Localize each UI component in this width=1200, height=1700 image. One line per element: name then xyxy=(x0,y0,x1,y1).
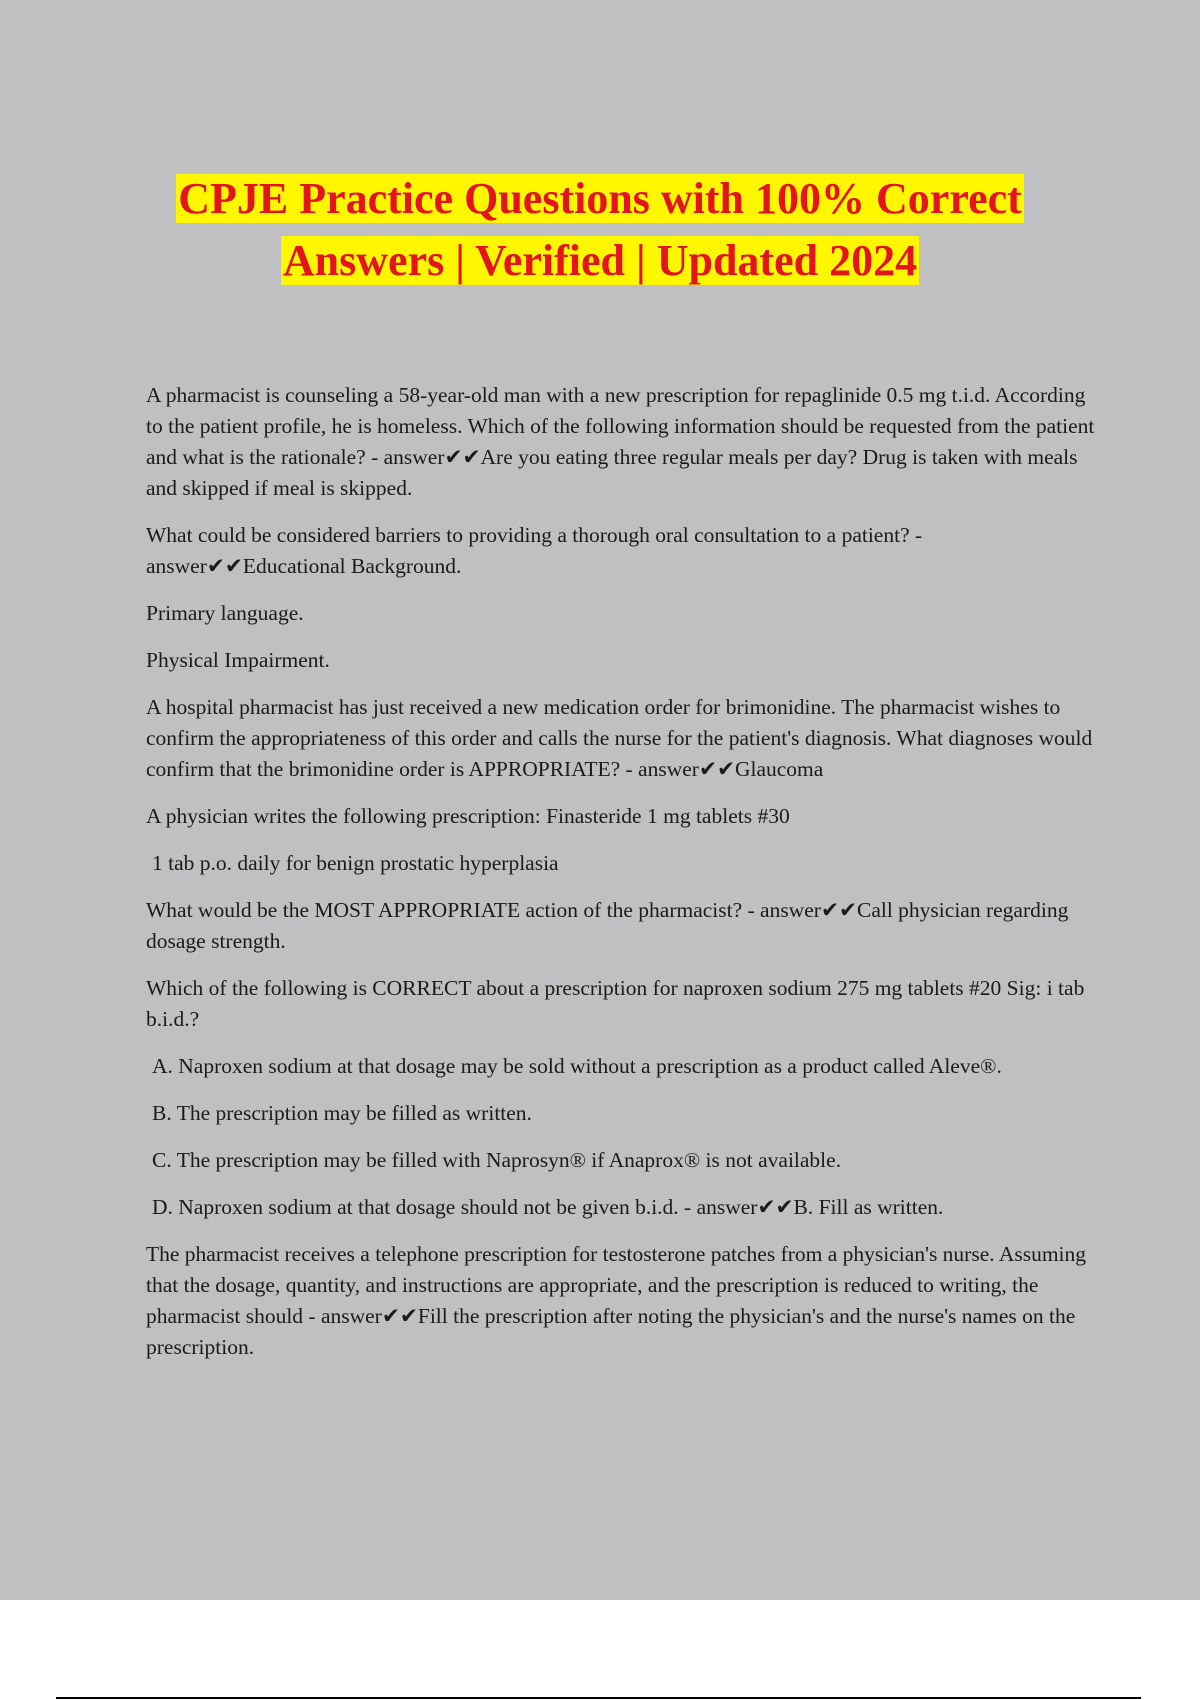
page-title xyxy=(0,168,1200,292)
option-a: A. Naproxen sodium at that dosage may be sold without a prescription as a product called Aleve®. xyxy=(152,1054,1002,1078)
option-b: B. The prescription may be filled as written. xyxy=(152,1101,532,1125)
paragraph: A physician writes the following prescription: Finasteride 1 mg tablets #30 xyxy=(146,804,790,828)
option-c: C. The prescription may be filled with Naprosyn® if Anaprox® is not available. xyxy=(152,1148,842,1172)
document-body xyxy=(146,380,1096,1379)
paragraph: What would be the MOST APPROPRIATE action of the pharmacist? - answer✔✔Call physician regarding dosage strength. xyxy=(146,898,1069,953)
paragraph: The pharmacist receives a telephone prescription for testosterone patches from a physician's nurse. Assuming that the dosage, quantity, and instructions are appropriate, and the prescription is reduced to writing, the pharmacist should - answer✔✔Fill the prescription after noting the physician's and the nurse's names on the prescription. xyxy=(146,1242,1087,1359)
paragraph: A hospital pharmacist has just received a new medication order for brimonidine. The pharmacist wishes to confirm the appropriateness of this order and calls the nurse for the patient's diagnosis. What diagnoses would confirm that the brimonidine order is APPROPRIATE? - answer✔✔Glaucoma xyxy=(146,695,1093,781)
paragraph: A pharmacist is counseling a 58-year-old man with a new prescription for repaglinide 0.5 mg t.i.d. According to the patient profile, he is homeless. Which of the following information should be requested from the patient and what is the rationale? - answer✔✔Are you eating three regular meals per day? Drug is taken with meals and skipped if meal is skipped. xyxy=(146,383,1095,500)
footer-divider xyxy=(56,1697,1141,1699)
paragraph: Physical Impairment. xyxy=(146,648,330,672)
paragraph: Primary language. xyxy=(146,601,304,625)
paragraph: 1 tab p.o. daily for benign prostatic hyperplasia xyxy=(152,851,559,875)
title-line-2: Answers | Verified | Updated 2024 xyxy=(282,236,918,285)
option-d: D. Naproxen sodium at that dosage should not be given b.i.d. - answer✔✔B. Fill as written. xyxy=(152,1195,944,1219)
title-line-1: CPJE Practice Questions with 100% Correct xyxy=(178,174,1022,223)
paragraph: Which of the following is CORRECT about a prescription for naproxen sodium 275 mg tablets #20 Sig: i tab b.i.d.? xyxy=(146,976,1085,1031)
paragraph: What could be considered barriers to providing a thorough oral consultation to a patient? - answer✔✔Educational Background. xyxy=(146,523,923,578)
